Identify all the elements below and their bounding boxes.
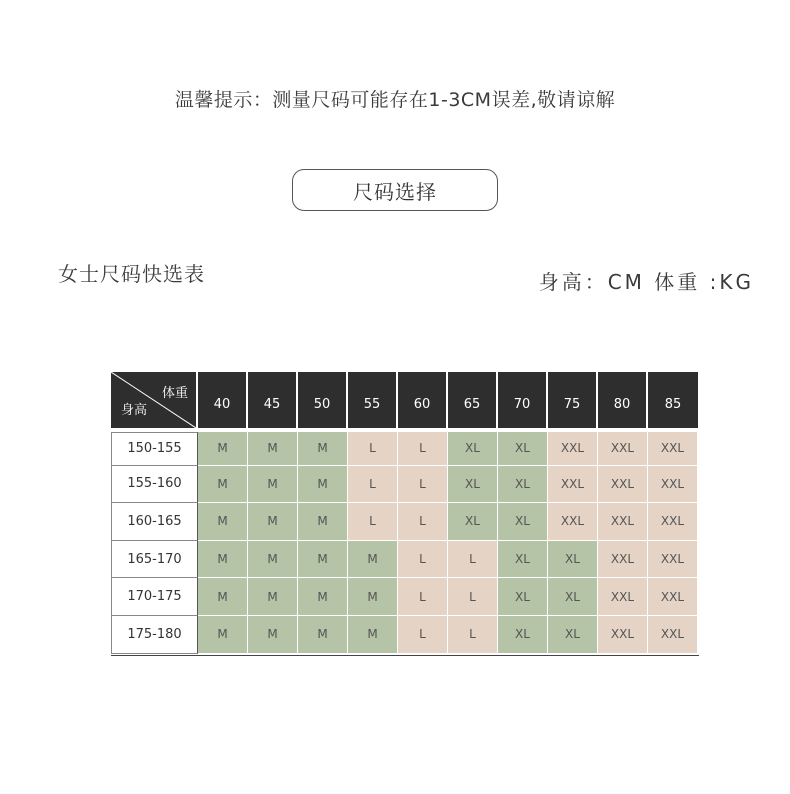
size-cell: L [398, 466, 448, 504]
size-cell: XL [548, 541, 598, 579]
size-cell: M [248, 616, 298, 654]
size-cell: L [398, 541, 448, 579]
size-cell: XXL [648, 503, 698, 541]
size-cell: L [448, 616, 498, 654]
size-cell: XL [448, 503, 498, 541]
size-cell: XXL [648, 578, 698, 616]
size-cell: M [248, 578, 298, 616]
size-cell: M [198, 616, 248, 654]
size-cell: M [348, 616, 398, 654]
size-cell: XL [498, 578, 548, 616]
size-cell: XXL [548, 503, 598, 541]
size-cell: XXL [598, 466, 648, 504]
weight-header-80: 80 [598, 372, 648, 428]
size-cell: L [348, 432, 398, 466]
size-cell: M [348, 541, 398, 579]
header-corner [111, 372, 198, 428]
size-cell: XXL [548, 432, 598, 466]
size-cell: L [348, 466, 398, 504]
weight-header-65: 65 [448, 372, 498, 428]
size-cell: M [298, 466, 348, 504]
size-cell: XXL [598, 503, 648, 541]
size-cell: XL [548, 578, 598, 616]
weight-header-40: 40 [198, 372, 248, 428]
size-cell: M [198, 503, 248, 541]
weight-header-45: 45 [248, 372, 298, 428]
height-range-cell: 165-170 [111, 540, 198, 579]
weight-header-85: 85 [648, 372, 698, 428]
size-chart [111, 372, 698, 654]
size-cell: M [198, 578, 248, 616]
size-cell: XXL [648, 616, 698, 654]
size-cell: M [198, 432, 248, 466]
size-cell: L [348, 503, 398, 541]
weight-header-50: 50 [298, 372, 348, 428]
table-title: 女士尺码快选表 [58, 262, 205, 286]
units-label: 身高：CM 体重 :KG [538, 270, 754, 294]
height-range-cell: 150-155 [111, 432, 198, 466]
weight-axis-label: 体重 [161, 386, 188, 401]
size-cell: M [198, 541, 248, 579]
notice-text: 温馨提示：测量尺码可能存在1-3CM误差,敬请谅解 [174, 89, 616, 111]
size-cell: L [398, 578, 448, 616]
size-cell: XXL [598, 616, 648, 654]
height-axis-label: 身高 [121, 403, 148, 418]
height-range-cell: 170-175 [111, 577, 198, 616]
size-cell: XXL [648, 432, 698, 466]
size-cell: XL [498, 432, 548, 466]
size-cell: M [298, 432, 348, 466]
size-cell: L [448, 541, 498, 579]
size-cell: M [298, 503, 348, 541]
size-cell: XL [498, 503, 548, 541]
size-cell: XXL [648, 466, 698, 504]
weight-header-60: 60 [398, 372, 448, 428]
size-cell: XXL [598, 578, 648, 616]
size-cell: XXL [598, 541, 648, 579]
size-cell: M [198, 466, 248, 504]
height-range-cell: 175-180 [111, 615, 198, 654]
size-select-button[interactable]: 尺码选择 [292, 169, 498, 211]
size-cell: M [348, 578, 398, 616]
height-range-cell: 155-160 [111, 465, 198, 504]
size-cell: XXL [548, 466, 598, 504]
size-cell: XXL [648, 541, 698, 579]
size-cell: M [248, 541, 298, 579]
height-range-cell: 160-165 [111, 502, 198, 541]
size-cell: XL [498, 616, 548, 654]
weight-header-55: 55 [348, 372, 398, 428]
size-cell: XL [448, 466, 498, 504]
size-cell: XL [498, 466, 548, 504]
weight-header-70: 70 [498, 372, 548, 428]
size-cell: M [248, 432, 298, 466]
size-cell: L [448, 578, 498, 616]
weight-header-75: 75 [548, 372, 598, 428]
size-cell: XXL [598, 432, 648, 466]
size-cell: M [248, 466, 298, 504]
size-cell: L [398, 432, 448, 466]
size-cell: XL [498, 541, 548, 579]
size-cell: XL [448, 432, 498, 466]
size-cell: M [298, 616, 348, 654]
size-cell: M [248, 503, 298, 541]
size-cell: L [398, 503, 448, 541]
size-cell: XL [548, 616, 598, 654]
size-cell: M [298, 578, 348, 616]
size-cell: M [298, 541, 348, 579]
size-cell: L [398, 616, 448, 654]
